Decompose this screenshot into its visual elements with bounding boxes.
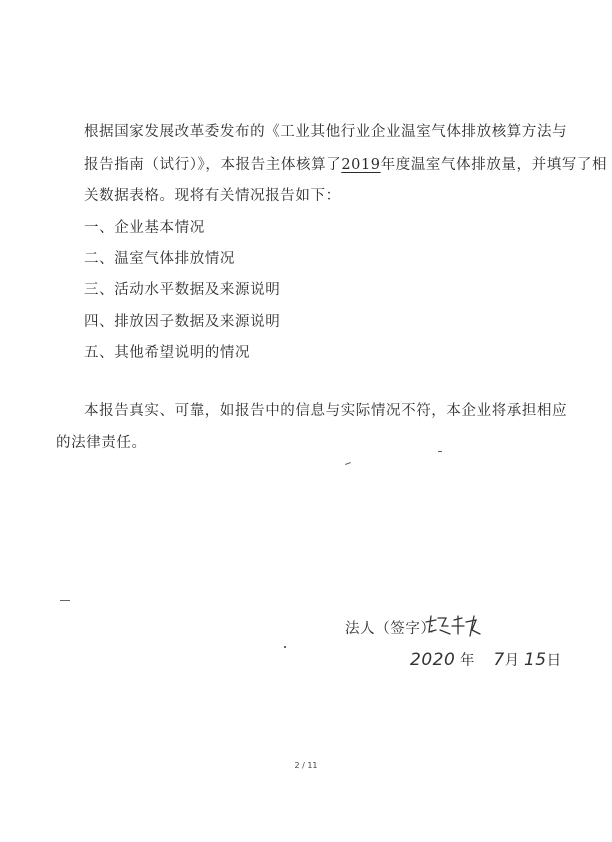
declaration-line-2: 的法律责任。: [56, 435, 147, 451]
intro-line-3: 关数据表格。现将有关情况报告如下：: [84, 188, 341, 204]
scan-speck: [284, 646, 286, 648]
scan-speck: [60, 600, 70, 601]
list-item: 四、排放因子数据及来源说明: [84, 314, 281, 330]
list-item: 三、活动水平数据及来源说明: [84, 282, 281, 298]
signature-date: [410, 648, 561, 673]
report-year: 2019: [341, 157, 381, 173]
intro-line-1: 根据国家发展改革委发布的《工业其他行业企业温室气体排放核算方法与: [84, 124, 568, 140]
list-item: 一、企业基本情况: [84, 220, 205, 236]
date-day-char: 日: [546, 653, 562, 669]
date-month: 7: [493, 650, 505, 670]
date-year: 2020: [410, 650, 456, 670]
intro-line-2-text-a: 报告指南（试行）》，本报告主体核算了: [84, 157, 342, 173]
scan-speck: [438, 451, 442, 452]
declaration-line-1: 本报告真实、可靠，如报告中的信息与实际情况不符，本企业将承担相应: [84, 403, 568, 419]
date-month-char: 月: [504, 653, 520, 669]
signature-label: 法人（签字）：: [345, 621, 444, 637]
scan-speck: [345, 462, 351, 465]
list-item: 二、温室气体排放情况: [84, 251, 235, 267]
date-year-char: 年: [460, 653, 475, 669]
page-number: 2 / 11: [294, 761, 318, 770]
date-day: 15: [523, 650, 547, 670]
list-item: 五、其他希望说明的情况: [84, 345, 251, 361]
intro-line-2: [84, 154, 607, 176]
signature-image: [424, 612, 486, 642]
intro-line-2-text-b: 年度温室气体排放量，并填写了相: [380, 157, 608, 173]
